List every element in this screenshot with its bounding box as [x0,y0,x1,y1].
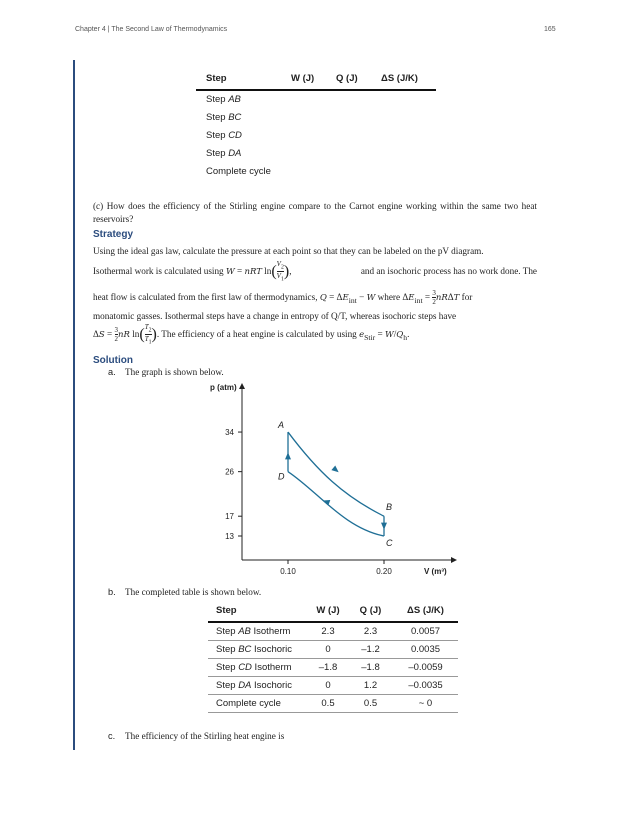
table-header-row [208,600,458,622]
flow-arrow-cd [322,498,331,506]
completed-results-table [208,600,458,713]
point-label-d: D [278,471,285,482]
running-header-chapter: Chapter 4 | The Second Law of Thermodynamics [75,26,228,33]
point-label-c: C [386,538,393,548]
cell-w: 0 [325,679,331,691]
cell-q: –1.2 [361,643,380,655]
table-row [208,658,458,676]
y-tick-label: 17 [225,512,234,522]
solution-heading: Solution [93,355,133,366]
table-row: Step AB [206,94,241,105]
question-c: (c) How does the efficiency of the Stirling engine compare to the Carnot engine working within the same two heat reservoirs? [93,201,537,224]
cell-step: Step CD Isotherm [216,661,292,673]
cell-w: 2.3 [321,625,335,637]
col-q: Q (J) [336,73,358,84]
col-step: Step [216,605,237,616]
col-step: Step [206,73,227,84]
cell-ds: –0.0059 [408,661,443,673]
cell-ds: –0.0035 [408,679,443,691]
col-w: W (J) [316,605,340,616]
sidebar-rule [73,60,75,750]
point-label-a: A [278,420,285,431]
table-row: Complete cycle [206,165,271,177]
cell-ds: 0.0057 [410,625,441,637]
cell-step: Step AB Isotherm [216,625,291,637]
cell-w: 0 [325,643,331,655]
x-tick-label: 0.10 [280,567,296,576]
cell-ds: ~ 0 [418,697,433,709]
table-row [208,640,458,658]
cell-q: –1.8 [361,661,380,673]
flow-arrow-da [285,452,291,459]
strategy-line-1: Using the ideal gas law, calculate the pressure at each point so that they can be labeled on the pV diagram. [93,246,484,256]
y-tick-label: 26 [225,467,234,477]
item-c-text: The efficiency of the Stirling heat engine is [125,731,285,741]
col-ds: ΔS (J/K) [407,605,444,616]
x-axis-label: V (m³) [424,567,447,576]
table-row: Step BC [206,111,242,123]
col-w: W (J) [291,73,315,84]
cell-step: Complete cycle [216,697,281,709]
pv-diagram [206,378,466,582]
table-row [208,676,458,694]
table-header-row [196,68,436,90]
y-tick-label: 34 [225,428,234,438]
table-row: Step DA [206,147,242,159]
cell-ds: 0.0035 [410,643,441,655]
x-tick-label: 0.20 [376,567,392,576]
cell-q: 0.5 [363,697,378,709]
flow-arrow-bc [381,523,387,530]
isotherm-ab [288,432,384,516]
cell-w: –1.8 [318,661,338,673]
table-row: Step CD [206,129,242,141]
strategy-line-5: ΔS = $\frac{3}{2}$ nR ln( $\frac{T_2}{T_1}$ ). The efficiency of a heat engine is calculated by using $e_{Stir} = W/Q_h$. [93,323,410,346]
cell-q: 2.3 [363,625,378,637]
strategy-line-4: monatomic gasses. Isothermal steps have a change in entropy of Q/T, whereas isochoric steps have [93,311,457,321]
item-a-text: The graph is shown below. [125,367,224,377]
page-number: 165 [544,26,556,33]
flow-arrow-ab [331,466,340,475]
blank-results-table [196,68,436,180]
y-tick-label: 13 [225,532,234,541]
item-c-marker: c. [108,731,116,741]
cell-step: Step BC Isochoric [216,643,293,655]
col-q: Q (J) [359,605,382,616]
cell-q: 1.2 [363,679,378,691]
col-ds: ΔS (J/K) [381,73,418,84]
item-b-text: The completed table is shown below. [125,587,262,597]
item-a-marker: a. [108,367,116,377]
point-label-b: B [386,502,393,513]
strategy-heading: Strategy [93,229,134,240]
table-row [208,694,458,712]
strategy-line-3: heat flow is calculated from the first law of thermodynamics, $Q = \Delta E_{int} - W$ where $\Delta E_{int}$ = $\frac{3}{2}$ nRΔT for [93,289,473,307]
strategy-line-2: Isothermal work is calculated using W = nRT ln( $\frac{V_2}{V_1}$ ), and an isochoric process has no work done. The [93,260,537,283]
item-b-marker: b. [108,587,116,597]
table-row [208,622,458,640]
cell-step: Step DA Isochoric [216,679,293,691]
isotherm-cd [288,472,384,536]
y-axis-label: p (atm) [210,383,237,392]
cell-w: 0.5 [321,697,335,709]
